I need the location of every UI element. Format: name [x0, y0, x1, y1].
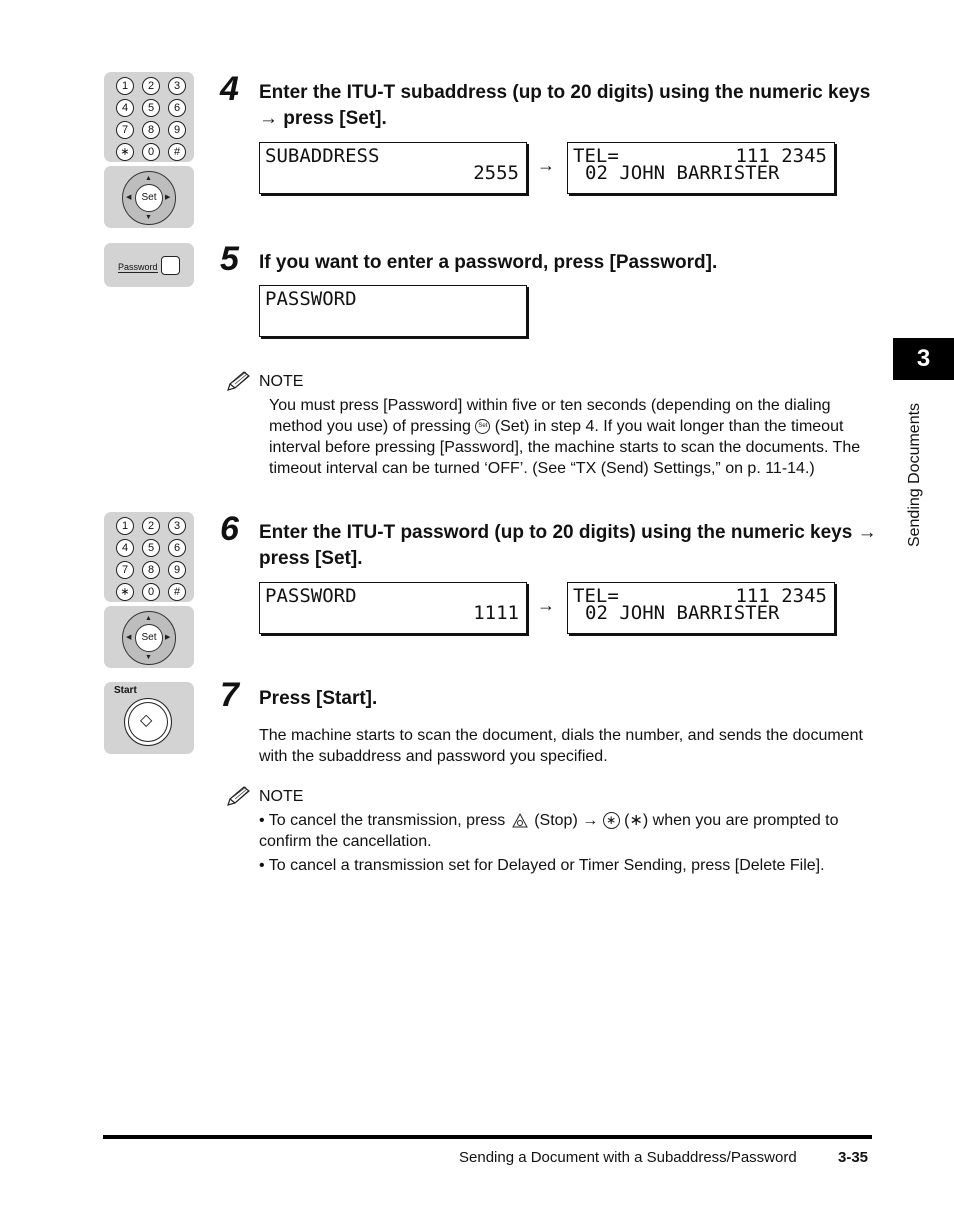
step-6-number: 6 [220, 510, 239, 548]
key-3[interactable]: 3 [168, 77, 186, 95]
key-0[interactable]: 0 [142, 583, 160, 601]
right-arrow-icon[interactable]: ▶ [165, 634, 171, 641]
set-button[interactable]: Set [135, 184, 163, 212]
key-6[interactable]: 6 [168, 539, 186, 557]
bullet-1-e: ) when you are prompted to confirm the cancellation. [259, 812, 839, 850]
key-star[interactable]: ∗ [116, 143, 134, 161]
key-9[interactable]: 9 [168, 121, 186, 139]
step-5-number: 5 [220, 240, 239, 278]
set-button[interactable]: Set [135, 624, 163, 652]
arrow-icon: → [259, 108, 278, 129]
lcd-subaddress [259, 142, 527, 194]
note-bullet-2: • To cancel a transmission set for Delayed or Timer Sending, press [Delete File]. [259, 857, 825, 874]
numeric-keypad-panel-2 [104, 512, 194, 602]
lcd-line1: SUBADDRESS [265, 145, 380, 167]
step-7-number: 7 [220, 676, 239, 714]
start-button[interactable] [124, 698, 172, 746]
left-arrow-icon[interactable]: ◀ [126, 634, 132, 641]
bullet-1-b: (Stop) [529, 812, 583, 829]
lcd-tel-label: TEL= [573, 145, 619, 167]
footer-rule [103, 1135, 872, 1139]
note-text-a: You must press [Password] within five or ten seconds (depending on the dialing method you use) of pressing [269, 397, 831, 435]
lcd-tel-number: 111 2345 [735, 145, 827, 167]
key-hash[interactable]: # [168, 143, 186, 161]
key-5[interactable]: 5 [142, 99, 160, 117]
key-4[interactable]: 4 [116, 99, 134, 117]
dpad [122, 611, 176, 665]
up-arrow-icon[interactable]: ▲ [145, 175, 152, 182]
set-dpad-panel [104, 166, 194, 228]
bullet-1-c: ( [619, 812, 630, 829]
key-3[interactable]: 3 [168, 517, 186, 535]
key-7[interactable]: 7 [116, 561, 134, 579]
note-bullet-1 [259, 810, 874, 852]
step-7-body: The machine starts to scan the document, dials the number, and sends the document with the subaddress and password you specified. [259, 727, 863, 765]
stop-icon [510, 812, 530, 830]
page-number: 3-35 [838, 1149, 869, 1166]
key-1[interactable]: 1 [116, 517, 134, 535]
step-4-heading-b: press [Set]. [278, 108, 387, 129]
key-6[interactable]: 6 [168, 99, 186, 117]
pencil-note-icon [226, 785, 252, 807]
note-label: NOTE [259, 373, 304, 390]
step-6-heading-b: press [Set]. [259, 548, 363, 569]
lcd-arrow-icon: → [537, 155, 555, 175]
up-arrow-icon[interactable]: ▲ [145, 615, 152, 622]
lcd-line1: PASSWORD [265, 585, 357, 607]
right-arrow-icon[interactable]: ▶ [165, 194, 171, 201]
numeric-keypad [104, 72, 194, 161]
password-key-label: Password [118, 262, 158, 272]
star-key-icon: ∗ [603, 812, 620, 829]
lcd-arrow-icon: → [537, 595, 555, 615]
lcd-tel-name: 02 JOHN BARRISTER [585, 602, 780, 624]
key-8[interactable]: 8 [142, 561, 160, 579]
lcd-line1: PASSWORD [265, 288, 357, 310]
step-6-heading-a: Enter the ITU-T password (up to 20 digits) using the numeric keys [259, 522, 858, 543]
lcd-line2: 2555 [473, 162, 519, 184]
key-2[interactable]: 2 [142, 517, 160, 535]
lcd-tel-2 [567, 582, 835, 634]
key-1[interactable]: 1 [116, 77, 134, 95]
start-key-label: Start [114, 685, 137, 696]
set-key-icon: Set [475, 419, 490, 434]
bullet-1-a: • To cancel the transmission, press [259, 812, 510, 829]
footer-title: Sending a Document with a Subaddress/Password [459, 1149, 797, 1166]
note-text [269, 395, 874, 479]
key-9[interactable]: 9 [168, 561, 186, 579]
step-6-heading [259, 520, 879, 572]
arrow-icon: → [582, 812, 599, 829]
key-2[interactable]: 2 [142, 77, 160, 95]
lcd-line2: 1111 [473, 602, 519, 624]
numeric-keypad [104, 512, 194, 601]
note-label: NOTE [259, 788, 304, 805]
key-hash[interactable]: # [168, 583, 186, 601]
set-dpad-panel-2 [104, 606, 194, 668]
lcd-tel-number: 111 2345 [735, 585, 827, 607]
lcd-password-empty [259, 285, 527, 337]
step-4-number: 4 [220, 70, 239, 108]
key-8[interactable]: 8 [142, 121, 160, 139]
start-key-panel [104, 682, 194, 754]
password-button[interactable] [161, 256, 180, 275]
lcd-tel [567, 142, 835, 194]
lcd-tel-name: 02 JOHN BARRISTER [585, 162, 780, 184]
down-arrow-icon[interactable]: ▼ [145, 214, 152, 221]
dpad [122, 171, 176, 225]
chapter-title: Sending Documents [906, 402, 923, 548]
chapter-tab: 3 [893, 338, 954, 380]
arrow-icon: → [857, 522, 877, 543]
down-arrow-icon[interactable]: ▼ [145, 654, 152, 661]
start-icon: ◇ [140, 712, 153, 729]
note-text-b: (Set) in step 4. If you wait longer than the timeout interval before pressing [Password], the machine starts to scan the documents. The timeout interval can be turned ‘OFF’. (See “TX (Send) Settings,” on p. 11-14.) [269, 418, 861, 477]
key-star[interactable]: ∗ [116, 583, 134, 601]
star-symbol: ∗ [629, 812, 643, 829]
step-5-heading: If you want to enter a password, press [Password]. [259, 252, 718, 273]
step-4-heading [259, 80, 879, 132]
left-arrow-icon[interactable]: ◀ [126, 194, 132, 201]
numeric-keypad-panel [104, 72, 194, 162]
lcd-tel-label: TEL= [573, 585, 619, 607]
step-7-heading: Press [Start]. [259, 688, 378, 709]
password-key-panel [104, 243, 194, 287]
key-4[interactable]: 4 [116, 539, 134, 557]
key-7[interactable]: 7 [116, 121, 134, 139]
key-0[interactable]: 0 [142, 143, 160, 161]
key-5[interactable]: 5 [142, 539, 160, 557]
step-4-heading-a: Enter the ITU-T subaddress (up to 20 digits) using the numeric keys [259, 82, 871, 103]
pencil-note-icon [226, 370, 252, 392]
lcd-password [259, 582, 527, 634]
